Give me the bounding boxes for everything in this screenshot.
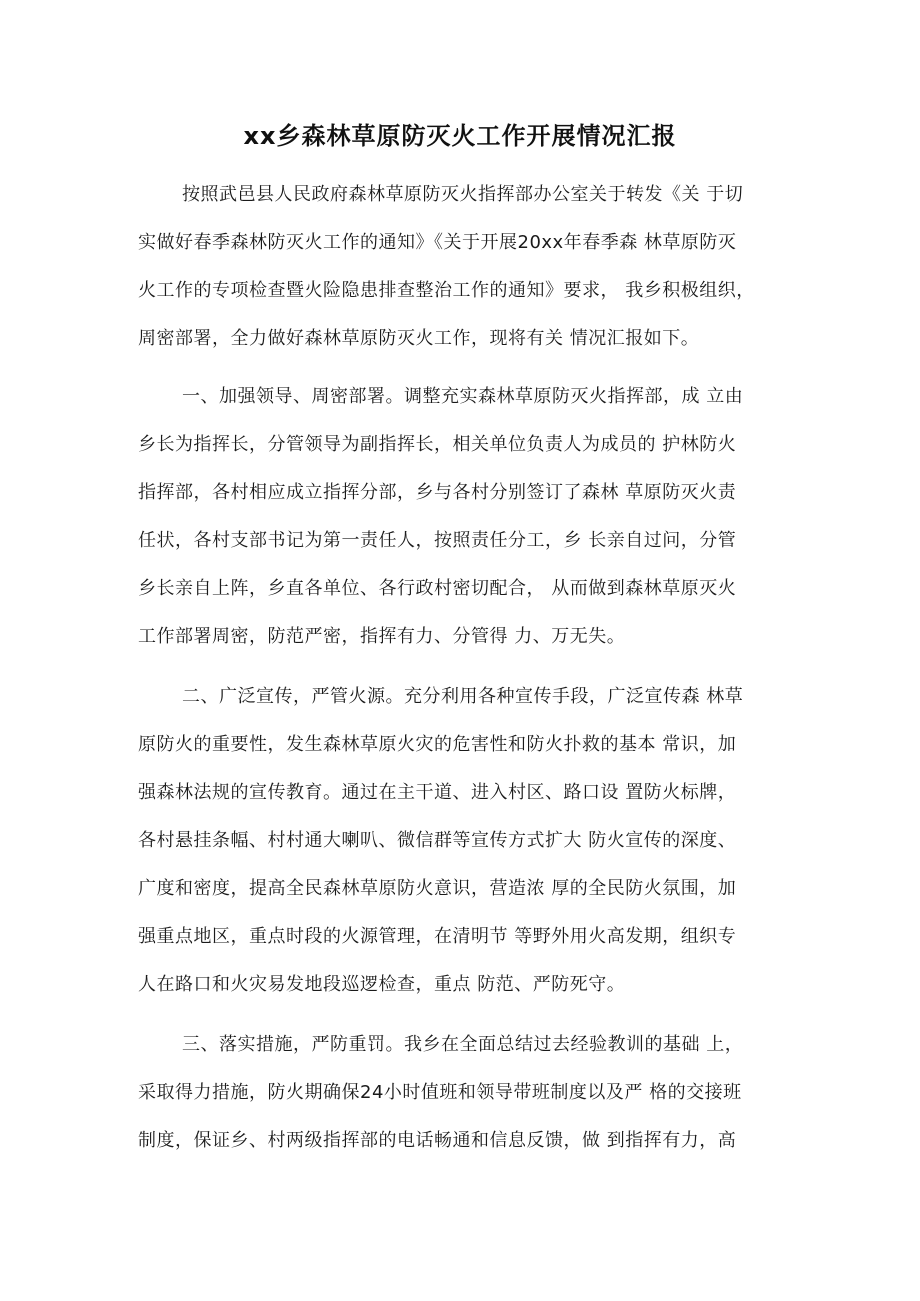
paragraph-line: 原防火的重要性，发生森林草原火灾的危害性和防火扑救的基本 常识，加 [138, 734, 737, 755]
paragraph-line: 各村悬挂条幅、村村通大喇叭、微信群等宣传方式扩大 防火宣传的深度、 [138, 830, 737, 851]
paragraph-intro [138, 171, 798, 363]
paragraph-line: 乡长亲自上阵，乡直各单位、各行政村密切配合， 从而做到森林草原灭火 [138, 578, 737, 599]
paragraph-section-one [138, 373, 798, 661]
paragraph-line: 周密部署，全力做好森林草原防灭火工作，现将有关 情况汇报如下。 [138, 328, 700, 349]
paragraph-line: 强森林法规的宣传教育。通过在主干道、进入村区、路口设 置防火标牌， [138, 782, 737, 803]
document-title: xx乡森林草原防灭火工作开展情况汇报 [243, 122, 677, 150]
paragraph-line: 采取得力措施，防火期确保24小时值班和领导带班制度以及严 格的交接班 [138, 1082, 742, 1103]
paragraph-section-three [138, 1021, 798, 1165]
paragraph-section-two [138, 673, 798, 1009]
paragraph-line: 三、落实措施，严防重罚。我乡在全面总结过去经验教训的基础 上， [182, 1034, 744, 1055]
paragraph-line: 乡长为指挥长，分管领导为副指挥长，相关单位负责人为成员的 护林防火 [138, 434, 737, 455]
paragraph-line: 强重点地区，重点时段的火源管理，在清明节 等野外用火高发期，组织专 [138, 926, 737, 947]
paragraph-line: 广度和密度，提高全民森林草原防火意识，营造浓 厚的全民防火氛围，加 [138, 878, 737, 899]
paragraph-line: 任状，各村支部书记为第一责任人，按照责任分工，乡 长亲自过问，分管 [138, 530, 737, 551]
paragraph-line: 按照武邑县人民政府森林草原防灭火指挥部办公室关于转发《关 于切 [182, 184, 744, 205]
paragraph-line: 二、广泛宣传，严管火源。充分利用各种宣传手段，广泛宣传森 林草 [182, 686, 744, 707]
paragraph-line: 火工作的专项检查暨火险隐患排查整治工作的通知》要求， 我乡积极组织， [138, 280, 755, 301]
paragraph-line: 工作部署周密，防范严密，指挥有力、分管得 力、万无失。 [138, 626, 626, 647]
paragraph-line: 人在路口和火灾易发地段巡逻检查，重点 防范、严防死守。 [138, 974, 626, 995]
paragraph-line: 制度，保证乡、村两级指挥部的电话畅通和信息反馈，做 到指挥有力，高 [138, 1130, 737, 1151]
paragraph-line: 实做好春季森林防灭火工作的通知》《关于开展20xx年春季森 林草原防灭 [138, 232, 737, 253]
paragraph-line: 一、加强领导、周密部署。调整充实森林草原防灭火指挥部，成 立由 [182, 386, 744, 407]
paragraph-line: 指挥部，各村相应成立指挥分部，乡与各村分别签订了森林 草原防灭火责 [138, 482, 737, 503]
